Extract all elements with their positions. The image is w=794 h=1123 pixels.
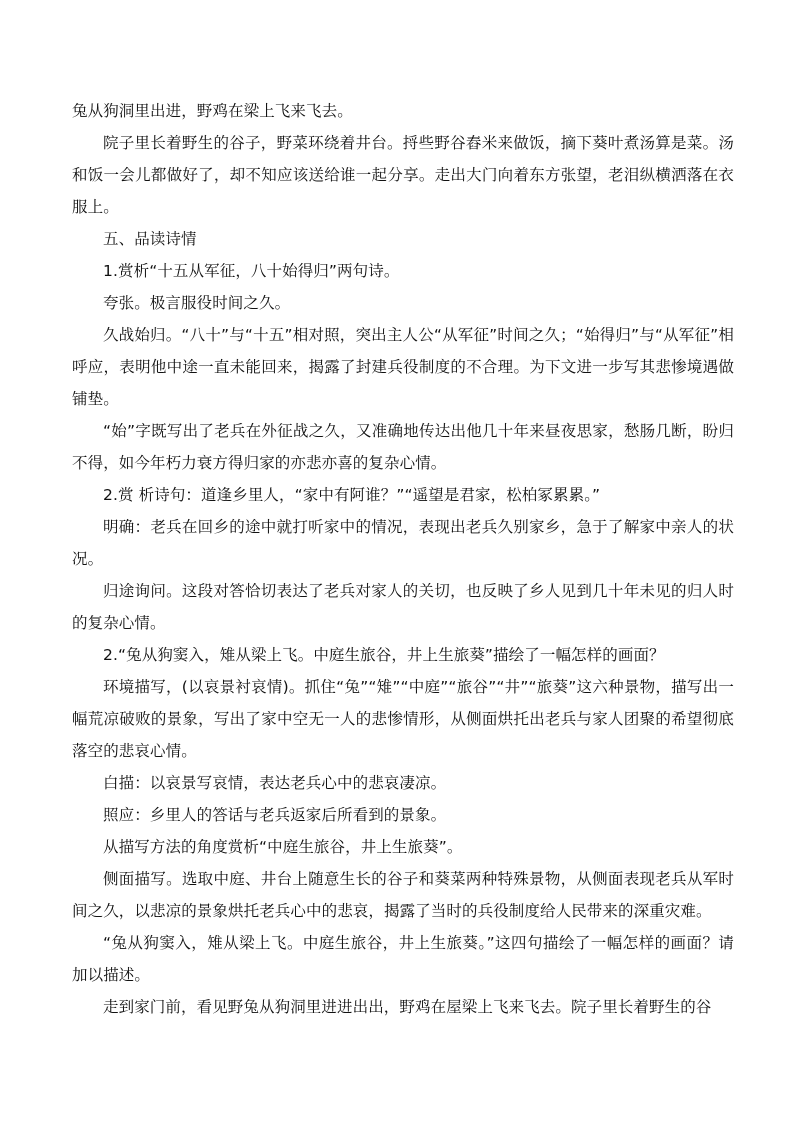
answer: 归途询问。这段对答恰切表达了老兵对家人的关切，也反映了乡人见到几十年未见的归人时的复杂心情。 — [72, 582, 734, 632]
question: “兔从狗窦入，雉从梁上飞。中庭生旅谷，井上生旅葵。”这四句描绘了一幅怎样的画面？请加以描述。 — [72, 934, 734, 984]
answer: 走到家门前，看见野兔从狗洞里进进出出，野鸡在屋梁上飞来飞去。院子里长着野生的谷 — [103, 998, 712, 1016]
answer: 夸张。极言服役时间之久。 — [103, 294, 291, 312]
document-body — [72, 95, 734, 1023]
paragraph: 院子里长着野生的谷子，野菜环绕着井台。捋些野谷舂米来做饭，摘下葵叶煮汤算是菜。汤和饭一会儿都做好了，却不知应该送给谁一起分享。走出大门向着东方张望，老泪纵横洒落在衣服上。 — [72, 134, 734, 216]
answer: 环境描写，(以哀景衬哀情)。抓住“兔”“雉”“中庭”“旅谷”“井”“旅葵”这六种景物，描写出一幅荒凉破败的景象，写出了家中空无一人的悲惨情形，从侧面烘托出老兵与家人团聚的希望彻底落空的悲哀心情。 — [72, 678, 734, 760]
section-heading: 五、品读诗情 — [103, 230, 197, 248]
question: 2.“兔从狗窦入，雉从梁上飞。中庭生旅谷，井上生旅葵”描绘了一幅怎样的画面？ — [103, 646, 665, 664]
answer: 白描：以哀景写哀情，表达老兵心中的悲哀凄凉。 — [103, 774, 447, 792]
answer: 明确：老兵在回乡的途中就打听家中的情况，表现出老兵久别家乡，急于了解家中亲人的状况。 — [72, 518, 734, 568]
answer: 侧面描写。选取中庭、井台上随意生长的谷子和葵菜两种特殊景物，从侧面表现老兵从军时间之久，以悲凉的景象烘托老兵心中的悲哀，揭露了当时的兵役制度给人民带来的深重灾难。 — [72, 870, 734, 920]
question: 1.赏析“十五从军征，八十始得归”两句诗。 — [103, 262, 400, 280]
answer: 久战始归。“八十”与“十五”相对照，突出主人公“从军征”时间之久；“始得归”与“从军征”相呼应，表明他中途一直未能回来，揭露了封建兵役制度的不合理。为下文进一步写其悲惨境遇做铺垫。 — [72, 326, 734, 408]
paragraph: 兔从狗洞里出进，野鸡在梁上飞来飞去。 — [72, 102, 353, 120]
answer: “始”字既写出了老兵在外征战之久，又准确地传达出他几十年来昼夜思家，愁肠几断，盼归不得，如今年朽力衰方得归家的亦悲亦喜的复杂心情。 — [72, 422, 734, 472]
answer: 照应：乡里人的答话与老兵返家后所看到的景象。 — [103, 806, 447, 824]
question: 2.赏 析诗句：道逢乡里人，“家中有阿谁？”“遥望是君家，松柏冢累累。” — [103, 486, 601, 504]
question: 从描写方法的角度赏析“中庭生旅谷，井上生旅葵”。 — [103, 838, 463, 856]
